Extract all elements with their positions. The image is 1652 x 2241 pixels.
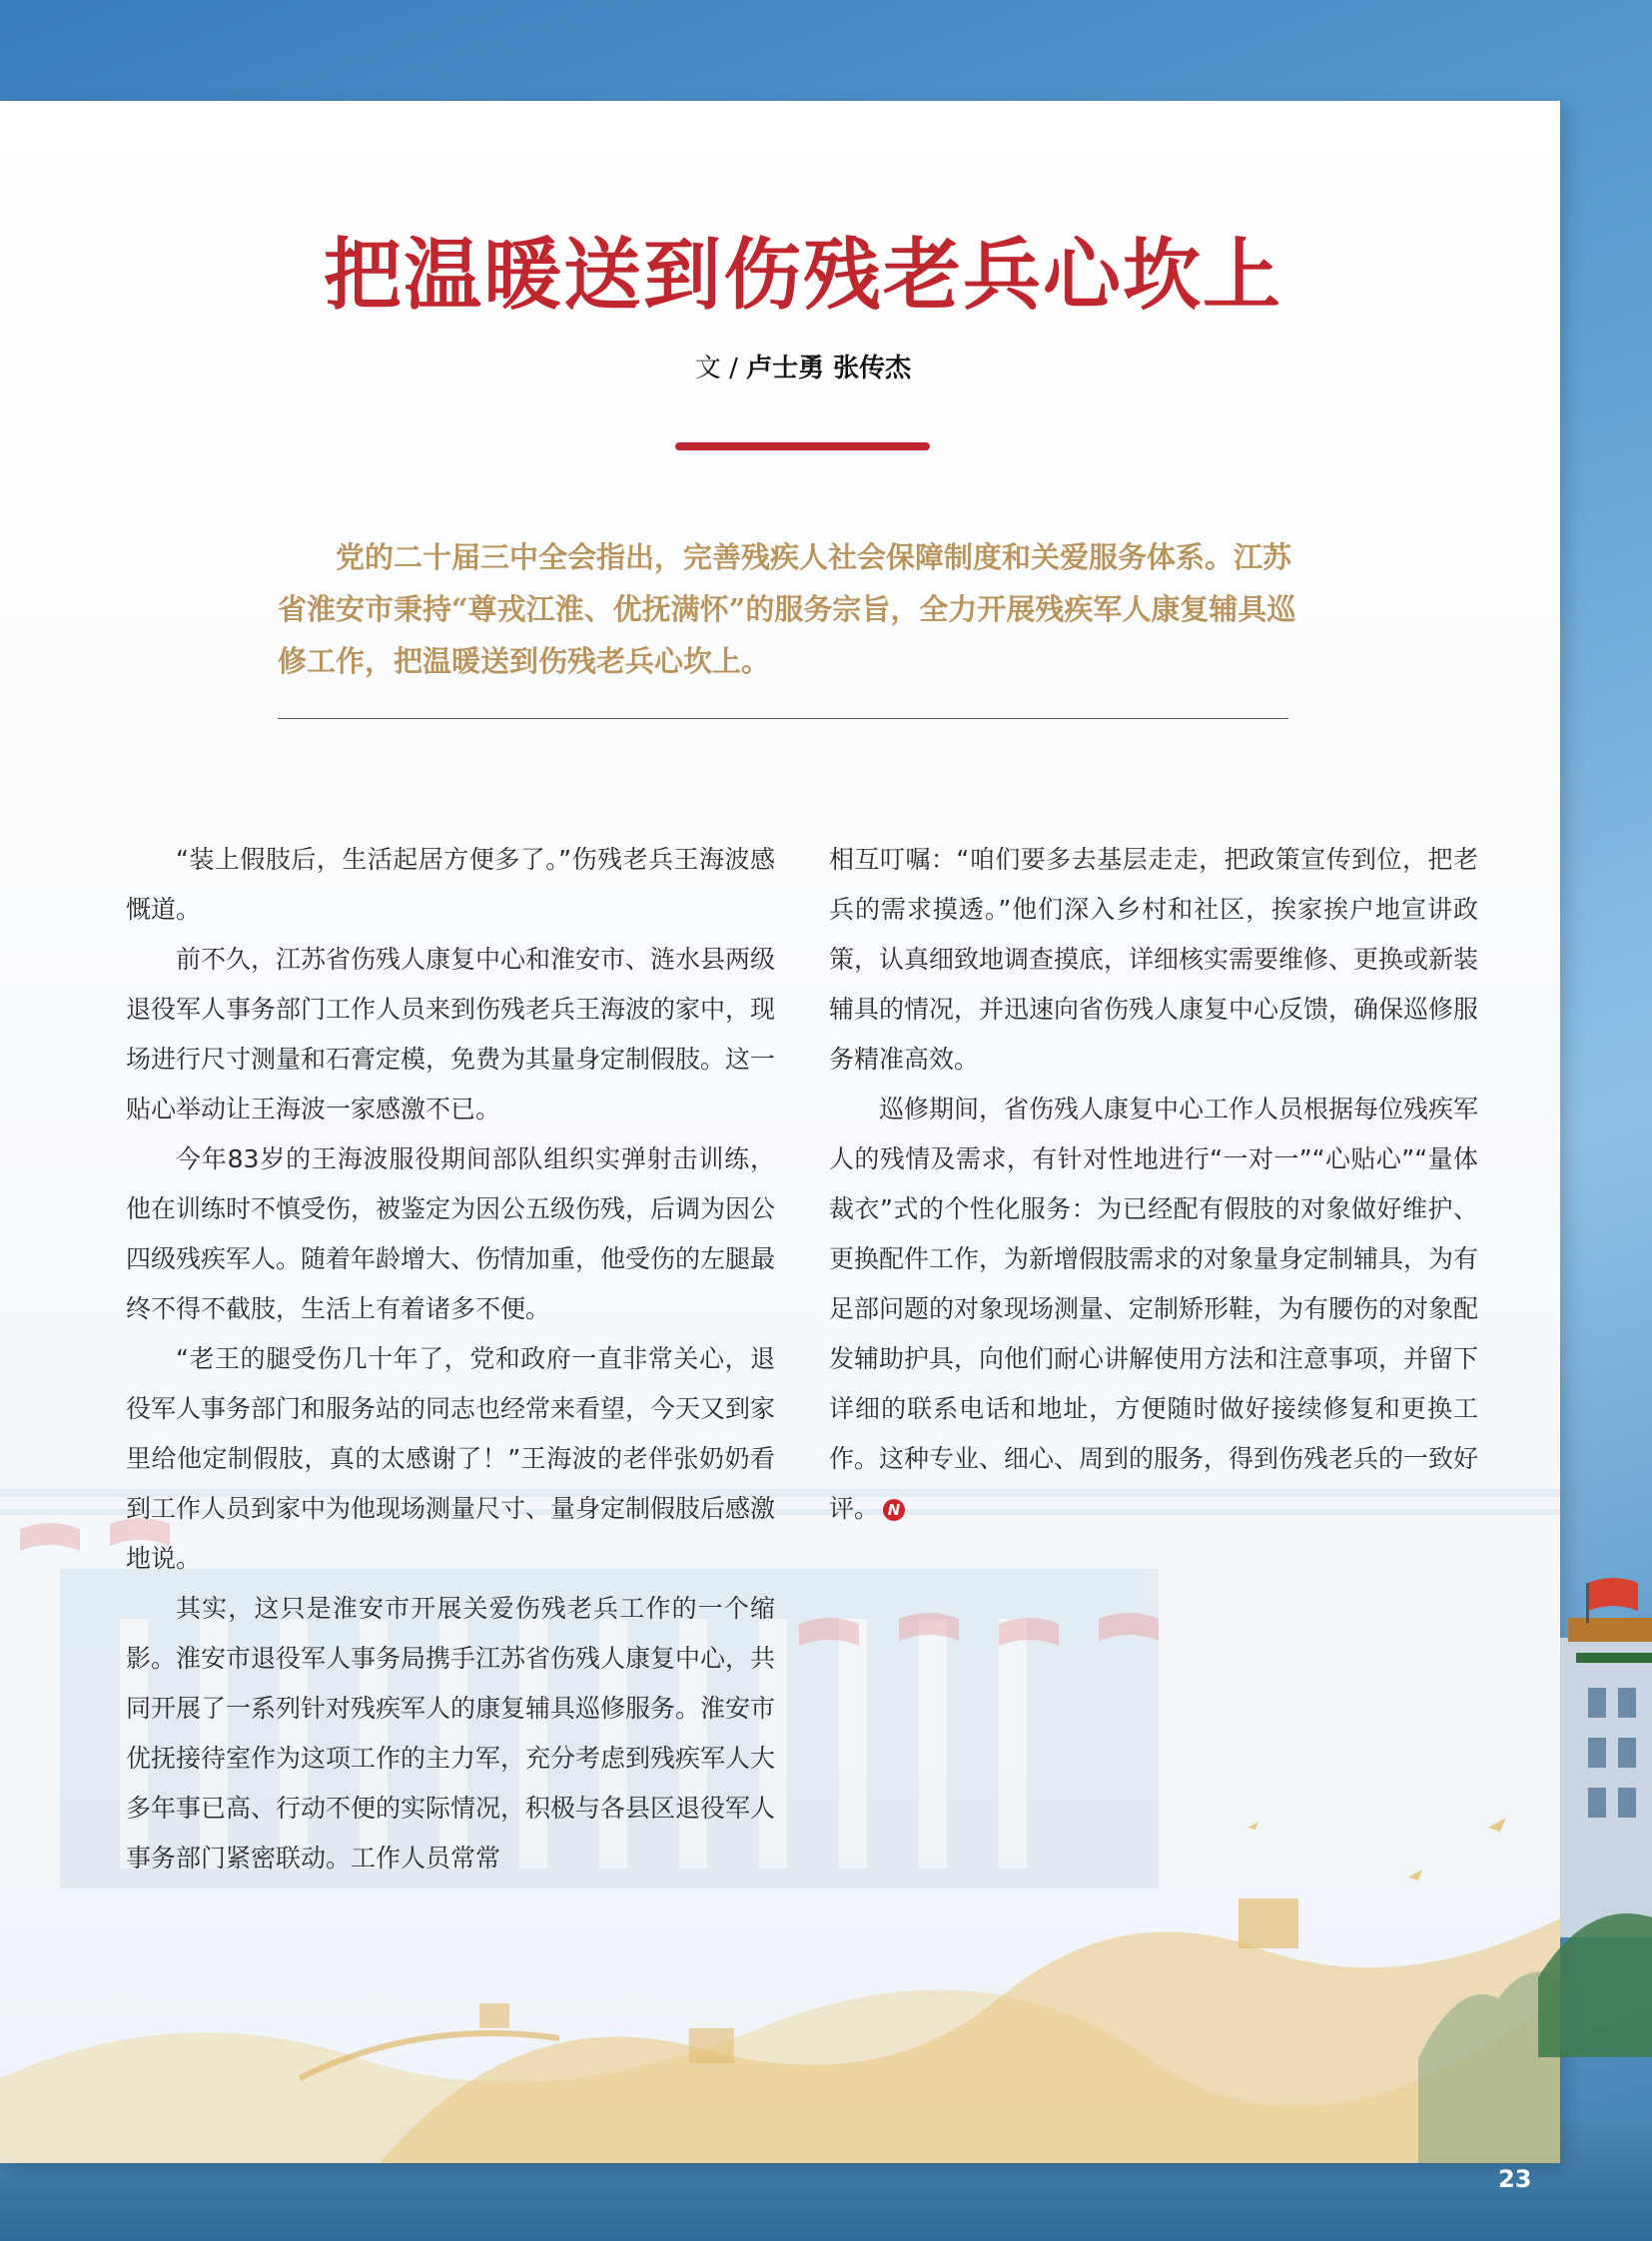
- end-mark-icon: N: [883, 1499, 905, 1521]
- byline: [0, 348, 1606, 384]
- title-divider: [675, 442, 930, 450]
- lead-paragraph: 党的二十届三中全会指出，完善残疾人社会保障制度和关爱服务体系。江苏省淮安市秉持“尊戎江淮、优抚满怀”的服务宗旨，全力开展残疾军人康复辅具巡修工作，把温暖送到伤残老兵心坎上。: [278, 540, 1296, 678]
- article-title: 把温暖送到伤残老兵心坎上: [323, 230, 1282, 321]
- byline-prefix: 文 /: [694, 354, 747, 383]
- body-paragraph: 前不久，江苏省伤残人康复中心和淮安市、涟水县两级退役军人事务部门工作人员来到伤残老兵王海波的家中，现场进行尺寸测量和石膏定模，免费为其量身定制假肢。这一贴心举动让王海波一家感激不已。: [126, 945, 776, 1123]
- body-paragraph-continued: 相互叮嘱：“咱们要多去基层走走，把政策宣传到位，把老兵的需求摸透。”他们深入乡村和社区，挨家挨户地宣讲政策，认真细致地调查摸底，详细核实需要维修、更换或新装辅具的情况，并迅速向省伤残人康复中心反馈，确保巡修服务精准高效。: [829, 845, 1479, 1074]
- right-column: [829, 835, 1478, 1534]
- body-paragraph: 其实，这只是淮安市开展关爱伤残老兵工作的一个缩影。淮安市退役军人事务局携手江苏省伤残人康复中心，共同开展了一系列针对残疾军人的康复辅具巡修服务。淮安市优抚接待室作为这项工作的主力军，充分考虑到残疾军人大多年事已高、行动不便的实际情况，积极与各县区退役军人事务部门紧密联动。工作人员常常: [126, 1594, 776, 1872]
- left-column: [126, 835, 775, 1883]
- lead-divider: [278, 718, 1288, 719]
- body-paragraph: “装上假肢后，生活起居方便多了。”伤残老兵王海波感慨道。: [126, 845, 775, 924]
- page-number: 23: [1498, 2165, 1532, 2193]
- body-paragraph: “老王的腿受伤几十年了，党和政府一直非常关心，退役军人事务部门和服务站的同志也经常来看望，今天又到家里给他定制假肢，真的太感谢了！”王海波的老伴张奶奶看到工作人员到家中为他现场测量尺寸、量身定制假肢后感激地说。: [126, 1344, 776, 1573]
- body-paragraph: [829, 1085, 1478, 1534]
- body-paragraph: 今年83岁的王海波服役期间部队组织实弹射击训练，他在训练时不慎受伤，被鉴定为因公五级伤残，后调为因公四级残疾军人。随着年龄增大、伤情加重，他受伤的左腿最终不得不截肢，生活上有着诸多不便。: [126, 1144, 776, 1323]
- body-paragraph-text: 巡修期间，省伤残人康复中心工作人员根据每位残疾军人的残情及需求，有针对性地进行“一对一”“心贴心”“量体裁衣”式的个性化服务：为已经配有假肢的对象做好维护、更换配件工作，为新增假肢需求的对象量身定制辅具，为有足部问题的对象现场测量、定制矫形鞋，为有腰伤的对象配发辅助护具，向他们耐心讲解使用方法和注意事项，并留下详细的联系电话和地址，方便随时做好接续修复和更换工作。这种专业、细心、周到的服务，得到伤残老兵的一致好评。: [829, 1095, 1479, 1523]
- byline-authors: 卢士勇 张传杰: [746, 354, 912, 383]
